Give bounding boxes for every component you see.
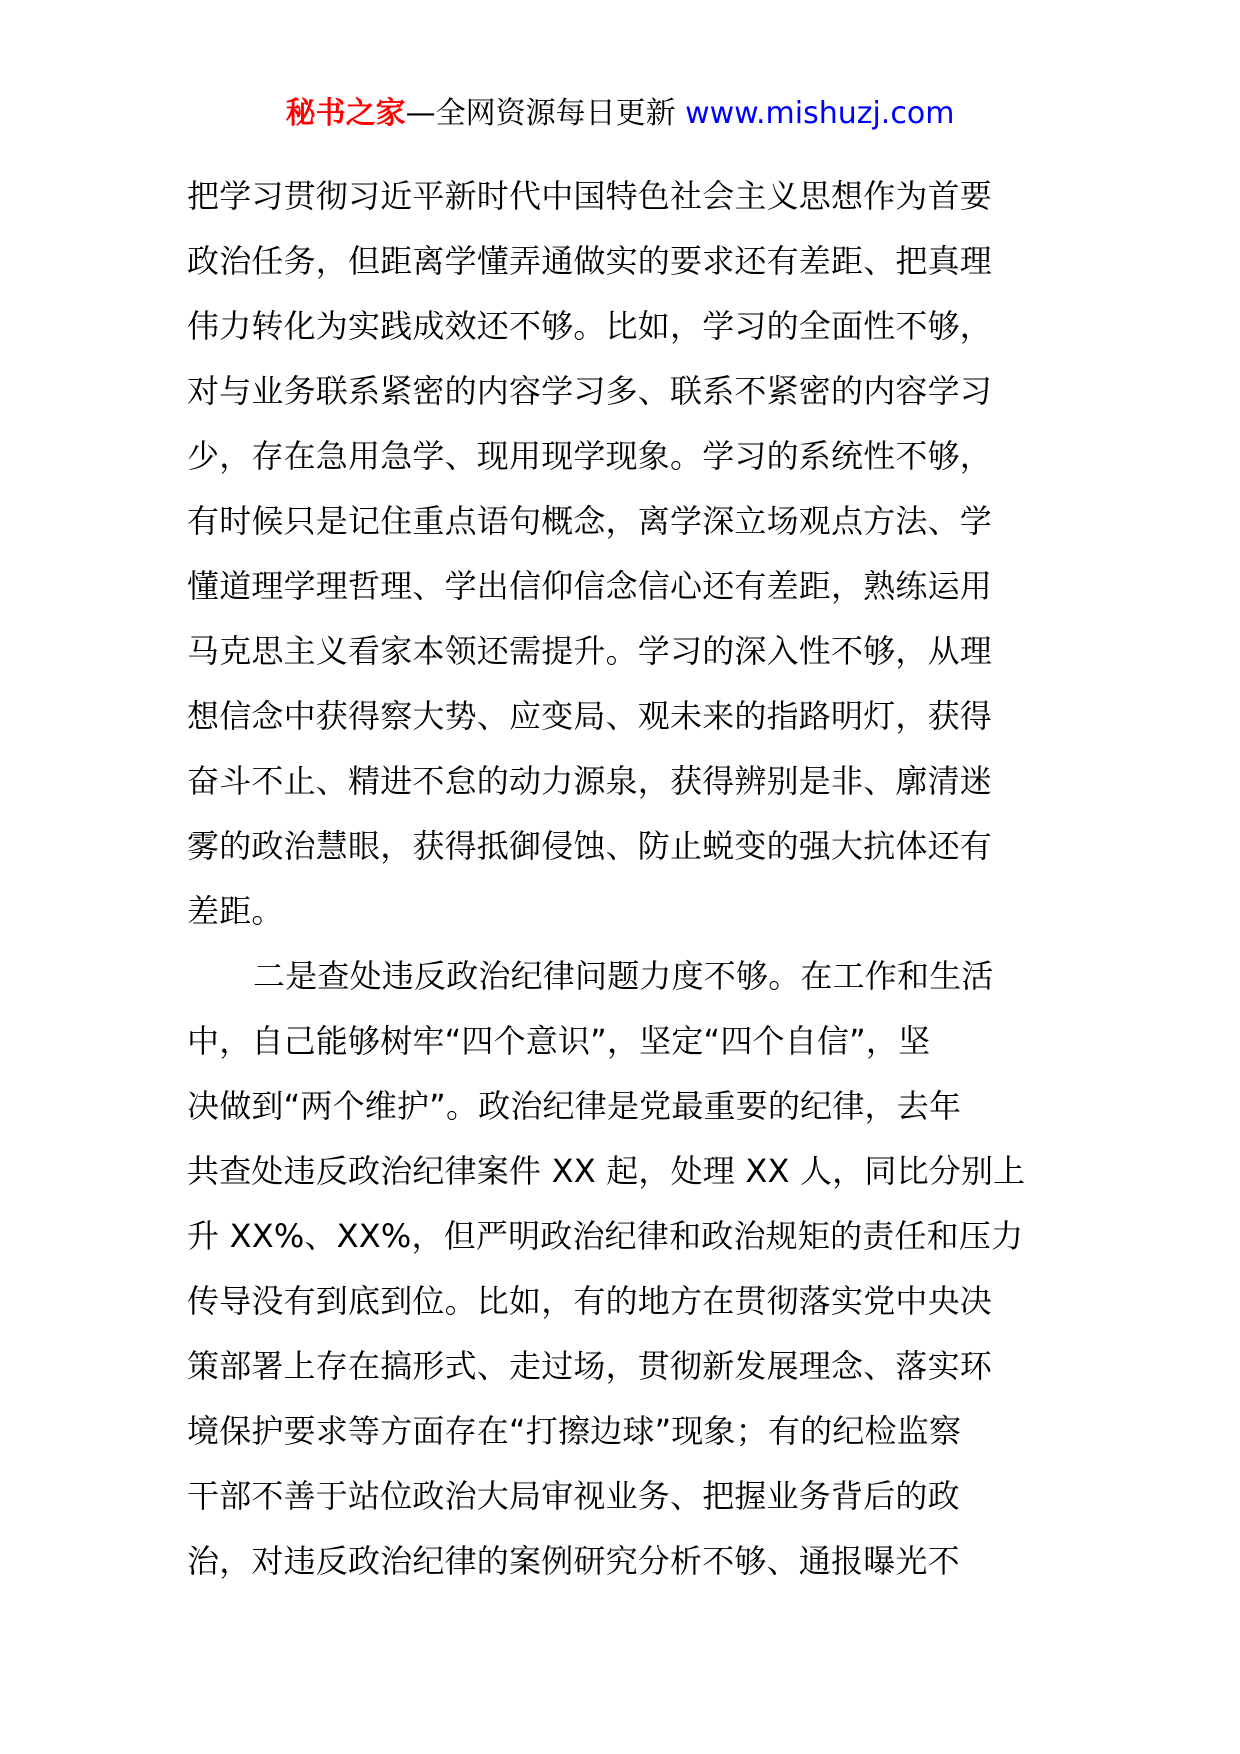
- text-line: 少，存在急用急学、现用现学现象。学习的系统性不够，: [187, 437, 993, 475]
- text-line: 奋斗不止、精进不怠的动力源泉，获得辨别是非、廓清迷: [187, 762, 993, 800]
- text-line: 雾的政治慧眼，获得抵御侵蚀、防止蜕变的强大抗体还有: [187, 827, 993, 865]
- text-line: 中，自己能够树牢“四个意识”，坚定“四个自信”，坚: [187, 1022, 931, 1060]
- text-line: 有时候只是记住重点语句概念，离学深立场观点方法、学: [187, 502, 993, 540]
- text-line: 把学习贯彻习近平新时代中国特色社会主义思想作为首要: [187, 177, 993, 215]
- watermark-header: [0, 92, 1240, 136]
- header-tagline: —全网资源每日更新: [405, 96, 676, 131]
- text-line: 干部不善于站位政治大局审视业务、把握业务背后的政: [187, 1477, 960, 1515]
- site-url: www.mishuzj.com: [675, 96, 955, 131]
- text-line: 决做到“两个维护”。政治纪律是党最重要的纪律，去年: [187, 1087, 962, 1125]
- document-body: [187, 164, 1057, 1594]
- text-line: 懂道理学理哲理、学出信仰信念信心还有差距，熟练运用: [187, 567, 993, 605]
- text-line: 传导没有到底到位。比如，有的地方在贯彻落实党中央决: [187, 1282, 993, 1320]
- text-line: 马克思主义看家本领还需提升。学习的深入性不够，从理: [187, 632, 993, 670]
- text-line: 政治任务，但距离学懂弄通做实的要求还有差距、把真理: [187, 242, 993, 280]
- text-line: 共查处违反政治纪律案件 XX 起，处理 XX 人，同比分别上: [187, 1152, 1026, 1190]
- text-line: 治，对违反政治纪律的案例研究分析不够、通报曝光不: [187, 1542, 960, 1580]
- text-line: 二是查处违反政治纪律问题力度不够。在工作和生活: [253, 957, 994, 995]
- text-line: 差距。: [187, 892, 284, 930]
- text-line: 想信念中获得察大势、应变局、观未来的指路明灯，获得: [187, 697, 993, 735]
- text-line: 策部署上存在搞形式、走过场，贯彻新发展理念、落实环: [187, 1347, 993, 1385]
- text-line: 对与业务联系紧密的内容学习多、联系不紧密的内容学习: [187, 372, 993, 410]
- text-line: 境保护要求等方面存在“打擦边球”现象；有的纪检监察: [187, 1412, 962, 1450]
- text-line: 伟力转化为实践成效还不够。比如，学习的全面性不够，: [187, 307, 993, 345]
- text-line: 升 XX%、XX%，但严明政治纪律和政治规矩的责任和压力: [187, 1217, 1024, 1255]
- brand-name: 秘书之家: [285, 96, 406, 131]
